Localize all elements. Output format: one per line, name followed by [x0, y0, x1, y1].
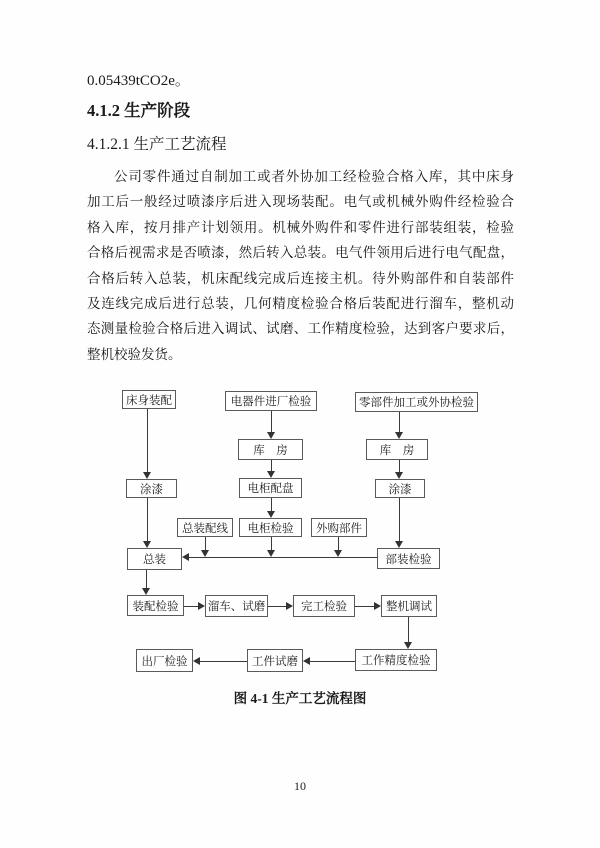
flow-box-assembly-inspection: 装配检验	[127, 595, 184, 616]
flow-connector-line	[147, 498, 148, 542]
flow-connector-line	[271, 498, 272, 512]
flow-arrowhead-icon	[395, 472, 403, 479]
flow-arrowhead-icon	[334, 550, 342, 557]
flow-box-purchased-parts: 外购部件	[311, 518, 367, 537]
process-flow-diagram	[85, 385, 515, 685]
flow-connector-line	[408, 617, 409, 643]
body-paragraph	[87, 164, 514, 367]
flow-box-painting-right: 涂漆	[375, 479, 425, 498]
flow-connector-line	[188, 557, 377, 558]
flow-connector-line	[338, 537, 339, 551]
flow-box-completion-inspection: 完工检验	[293, 595, 355, 617]
flow-arrowhead-icon	[374, 602, 381, 610]
flow-box-machine-commissioning: 整机调试	[381, 595, 437, 617]
paragraph-line: 公司零件通过自制加工或者外协加工经检验合格入库，其中床身	[114, 169, 514, 184]
flow-box-warehouse-right: 库 房	[366, 439, 428, 460]
flow-arrowhead-icon	[198, 602, 205, 610]
flow-connector-line	[271, 411, 272, 433]
flow-arrowhead-icon	[395, 541, 403, 548]
flow-box-run-in-trial-grinding: 溜车、试磨	[205, 595, 268, 617]
flow-box-parts-machining-or-outsourcing-inspection: 零部件加工或外协检验	[355, 392, 478, 412]
flow-arrowhead-icon	[143, 472, 151, 479]
flow-box-bed-assembly: 床身装配	[122, 390, 176, 409]
flow-connector-line	[271, 537, 272, 551]
flow-box-final-assembly: 总装	[127, 548, 182, 570]
flow-arrowhead-icon	[267, 550, 275, 557]
flow-box-warehouse-mid: 库 房	[238, 439, 303, 460]
subsection-heading: 4.1.2.1 生产工艺流程	[87, 136, 227, 153]
flow-box-painting-left: 涂漆	[126, 479, 177, 498]
paragraph-line: 及连线完成后进行总装，几何精度检验合格后装配进行溜车，整机动	[87, 295, 514, 311]
paragraph-line: 态测量检验合格后进入调试、试磨、工作精度检验，达到客户要求后，	[87, 321, 514, 337]
paragraph-line: 格入库，按月排产计划领用。机械外购件和零件进行部装组装，检验	[87, 219, 514, 235]
paragraph-line: 合格后视需求是否喷漆，然后转入总装。电气件领用后进行电气配盘，	[87, 245, 514, 261]
flow-connector-line	[199, 661, 247, 662]
flow-connector-line	[399, 412, 400, 433]
flow-connector-line	[205, 537, 206, 551]
flow-connector-line	[355, 606, 375, 607]
flow-arrowhead-icon	[286, 602, 293, 610]
section-heading: 4.1.2 生产阶段	[87, 101, 191, 120]
flow-arrowhead-icon	[143, 541, 151, 548]
intro-text: 0.05439tCO2e。	[87, 73, 190, 89]
flow-arrowhead-icon	[267, 511, 275, 518]
flow-connector-line	[309, 661, 355, 662]
flow-arrowhead-icon	[395, 432, 403, 439]
flow-box-cabinet-wiring: 电柜配盘	[239, 478, 302, 498]
flow-box-electrical-parts-incoming-inspection: 电器件进厂检验	[225, 391, 317, 411]
flow-arrowhead-icon	[404, 642, 412, 649]
flow-box-work-precision-inspection: 工作精度检验	[355, 649, 437, 671]
paragraph-line: 合格后转入总装，机床配线完成后连接主机。待外购部件和自装部件	[87, 270, 514, 286]
flow-arrowhead-icon	[182, 553, 189, 561]
flow-box-cabinet-inspection: 电柜检验	[239, 518, 302, 537]
flow-connector-line	[146, 570, 147, 589]
flow-connector-line	[399, 498, 400, 542]
flow-box-subassembly-inspection: 部装检验	[377, 548, 440, 569]
figure-caption: 图 4-1 生产工艺流程图	[233, 691, 367, 706]
flow-arrowhead-icon	[267, 432, 275, 439]
flow-arrowhead-icon	[201, 550, 209, 557]
flow-box-factory-inspection: 出厂检验	[136, 649, 193, 672]
flow-arrowhead-icon	[193, 657, 200, 665]
flow-arrowhead-icon	[267, 471, 275, 478]
flow-arrowhead-icon	[142, 588, 150, 595]
flow-box-workpiece-trial-grinding: 工件试磨	[247, 649, 303, 672]
flow-box-final-assembly-wiring: 总装配线	[177, 518, 233, 537]
paragraph-line: 加工后一般经过喷漆序后进入现场装配。电气或机械外购件经检验合	[87, 194, 514, 210]
flow-connector-line	[268, 606, 287, 607]
flow-connector-line	[147, 409, 148, 473]
flow-arrowhead-icon	[303, 657, 310, 665]
page-number: 10	[294, 779, 306, 793]
paragraph-line: 整机校验发货。	[87, 346, 182, 362]
flow-connector-line	[184, 606, 199, 607]
